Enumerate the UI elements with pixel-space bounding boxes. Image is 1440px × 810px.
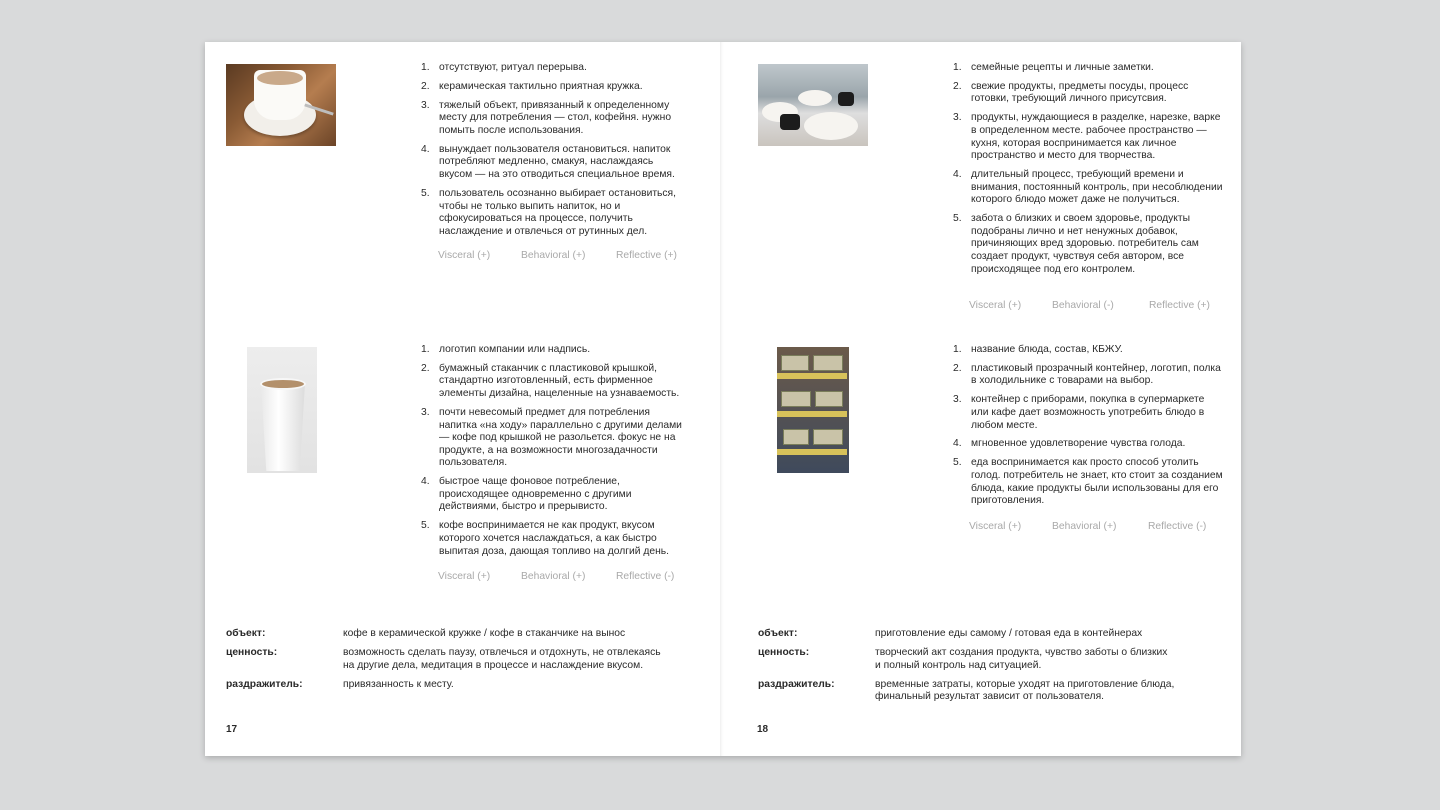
list-item: 3. продукты, нуждающиеся в разделке, нарезке, варке в определенном месте. рабочее пространство — кухня, которая воспринимается как личное пространство и место для творчества. (953, 112, 1221, 162)
page-right (723, 42, 1241, 756)
photo-supermarket-shelf (777, 347, 849, 473)
ratings-paper-cup (438, 571, 674, 582)
summary-row-value: ценность: творческий акт создания продукта, чувство заботы о близких и полный контроль над ситуацией. (758, 646, 1168, 671)
criteria-list-home-cooking (953, 62, 1223, 282)
rating-behavioral: Behavioral (+) (1052, 521, 1117, 532)
rating-reflective: Reflective (+) (616, 250, 677, 261)
rating-reflective: Reflective (-) (1148, 521, 1207, 532)
rating-visceral: Visceral (+) (438, 250, 491, 261)
criteria-list-ready-meal (953, 344, 1223, 514)
list-item: 2. бумажный стаканчик с пластиковой крышкой, стандартно изготовленный, есть фирменное элементы дизайна, нацеленные на узнаваемость. (421, 362, 680, 400)
list-item: 4. вынуждает пользователя остановиться. напиток потребляют медленно, смакуя, наслаждаясь вкусом — на это отводиться специальное время. (421, 143, 675, 181)
page-left (205, 42, 723, 756)
list-item: 5. пользователь осознанно выбирает остановиться, чтобы не только выпить напиток, но и сфокусироваться на процессе, получить наслаждение и отвлечься от рутинных дел. (421, 187, 676, 237)
ratings-ceramic-cup (438, 250, 677, 261)
photo-paper-cup (247, 347, 317, 473)
summary-row-object: объект: приготовление еды самому / готовая еда в контейнерах (758, 628, 1143, 639)
ratings-home-cooking (969, 300, 1210, 311)
list-item: 3. тяжелый объект, привязанный к определенному месту для потребления — стол, кофейня. нужно помыть после использования. (421, 99, 672, 136)
rating-behavioral: Behavioral (+) (521, 250, 586, 261)
list-item: 3. почти невесомый предмет для потребления напитка «на ходу» параллельно с другими делами — кофе под крышкой не разольется. фокус не на продукте, а на возможности многозадачности пользователя. (421, 406, 682, 469)
rating-behavioral: Behavioral (-) (1052, 300, 1114, 311)
list-item: 2. пластиковый прозрачный контейнер, логотип, полка в холодильнике с товарами на выбор. (953, 362, 1221, 387)
list-item: 1. отсутствуют, ритуал перерыва. (421, 62, 587, 73)
photo-home-table (758, 64, 868, 146)
list-item: 1. название блюда, состав, КБЖУ. (953, 344, 1123, 355)
criteria-list-paper-cup (421, 344, 683, 564)
list-item: 4. быстрое чаще фоновое потребление, происходящее одновременно с другими действиями, быстро и прерывисто. (421, 476, 632, 513)
rating-visceral: Visceral (+) (438, 571, 491, 582)
booklet-spread (205, 42, 1241, 756)
photo-ceramic-cup (226, 64, 336, 146)
page-number: 18 (757, 724, 769, 735)
summary-row-object: объект: кофе в керамической кружке / кофе в стаканчике на вынос (226, 628, 626, 639)
list-item: 5. еда воспринимается как просто способ утолить голод. потребитель не знает, кто стоит за созданием блюда, какие продукты были использованы для его приготовления. (953, 457, 1223, 507)
list-item: 4. мгновенное удовлетворение чувства голода. (953, 438, 1186, 450)
list-item: 2. керамическая тактильно приятная кружка. (421, 80, 643, 92)
list-item: 2. свежие продукты, предметы посуды, процесс готовки, требующий личного присутсвия. (953, 80, 1189, 105)
ratings-ready-meal (969, 521, 1206, 532)
summary-row-value: ценность: возможность сделать паузу, отвлечься и отдохнуть, не отвлекаясь на другие дела, медитация в процессе и наслаждение вкусом. (226, 646, 661, 671)
rating-visceral: Visceral (+) (969, 521, 1022, 532)
list-item: 3. контейнер с приборами, покупка в супермаркете или кафе дает возможность употребить блюдо в любом месте. (953, 394, 1205, 431)
list-item: 4. длительный процесс, требующий времени и внимания, постоянный контроль, при несоблюдении которого блюдо может даже не получиться. (953, 169, 1223, 206)
list-item: 1. логотип компании или надпись. (421, 344, 591, 355)
rating-reflective: Reflective (+) (1149, 300, 1210, 311)
summary-left (226, 628, 696, 698)
rating-behavioral: Behavioral (+) (521, 571, 586, 582)
summary-row-irritant: раздражитель: временные затраты, которые уходят на приготовление блюда, финальный результат зависит от пользователя. (758, 678, 1175, 703)
list-item: 1. семейные рецепты и личные заметки. (953, 62, 1154, 73)
list-item: 5. кофе воспринимается не как продукт, вкусом которого хочется наслаждаться, а как быстро выпитая доза, дающая топливо на долгий день. (421, 520, 670, 557)
rating-visceral: Visceral (+) (969, 300, 1022, 311)
criteria-list-ceramic-cup (421, 62, 683, 245)
list-item: 5. забота о близких и своем здоровье, продукты подобраны лично и нет ненужных добавок, причиняющих вред здоровью. потребитель сам создает продукт, чувствуя себя автором, все происходящее под его контролем. (953, 213, 1199, 275)
page-number: 17 (226, 724, 238, 735)
summary-right (758, 628, 1228, 710)
summary-row-irritant: раздражитель: привязанность к месту. (226, 678, 454, 690)
rating-reflective: Reflective (-) (616, 571, 675, 582)
